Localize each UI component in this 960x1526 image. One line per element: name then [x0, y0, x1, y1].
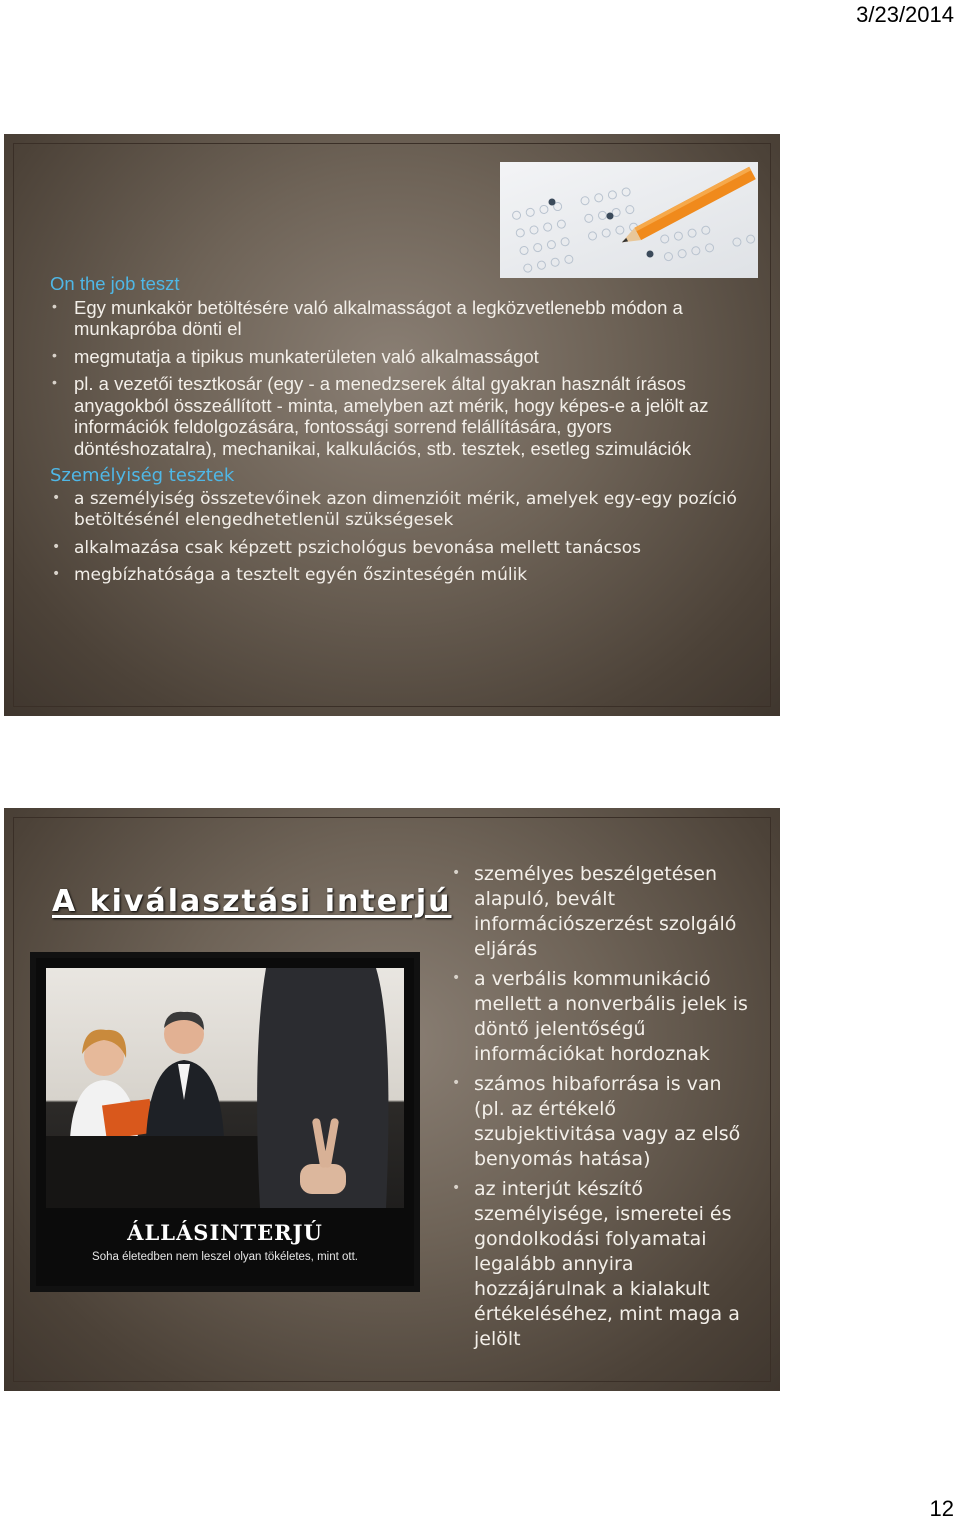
list-item: • pl. a vezetői tesztkosár (egy - a menedzserek által gyakran használt írásos anyagokból összeállított - minta, amelyben azt mérik, hogy képes-e a jelölt az információk feldolgozására, fontossági sorrend felállítására, gyors döntéshozatalra), mechanikai, kalkulációs, stb. tesztek, esetleg szimulációk	[50, 373, 750, 459]
list-item: • alkalmazása csak képzett pszichológus bevonása mellett tanácsos	[50, 538, 750, 560]
slide-title: A kiválasztási interjú	[52, 884, 452, 919]
job-interview-image	[30, 952, 420, 1292]
interview-scene	[46, 968, 404, 1208]
list-item: • személyes beszélgetésen alapuló, bevált információszerzést szolgáló eljárás	[450, 862, 750, 962]
list-item: • a verbális kommunikáció mellett a nonverbális jelek is döntő jelentőségű információkat hordoznak	[450, 967, 750, 1067]
answer-sheet-graphic	[500, 162, 758, 278]
list-item: • a személyiség összetevőinek azon dimenzióit mérik, amelyek egy-egy pozíció betöltésénél elengedhetetlenül szükségesek	[50, 489, 750, 532]
answer-sheet-pencil-image	[500, 162, 758, 278]
page-number: 12	[929, 1496, 954, 1521]
list-item: • az interjút készítő személyisége, ismeretei és gondolkodási folyamatai legalább annyira hozzájárulnak a kialakult értékeléséhez, mint maga a jelölt	[450, 1177, 750, 1352]
slide-on-the-job-test	[4, 134, 780, 716]
interview-bullets	[450, 862, 750, 1352]
list-item: • megbízhatósága a tesztelt egyén őszinteségén múlik	[50, 565, 750, 587]
personality-test-bullets	[50, 489, 750, 587]
list-item: • megmutatja a tipikus munkaterületen való alkalmasságot	[50, 346, 750, 368]
list-item: • Egy munkakör betöltésére való alkalmasságot a legközvetlenebb módon a munkapróba dönti el	[50, 297, 750, 340]
image-caption-title: ÁLLÁSINTERJÚ	[127, 1220, 323, 1245]
heading-on-the-job-test: On the job teszt	[50, 273, 180, 294]
slide-selection-interview	[4, 808, 780, 1391]
interview-illustration	[46, 968, 404, 1208]
date-header: 3/23/2014	[856, 2, 954, 27]
image-caption-subtitle: Soha életedben nem leszel olyan tökéletes, mint ott.	[92, 1251, 358, 1263]
list-item: • számos hibaforrása is van (pl. az értékelő szubjektivitása vagy az első benyomás hatása)	[450, 1072, 750, 1172]
slide1-body	[50, 269, 750, 593]
heading-personality-tests: Személyiség tesztek	[50, 465, 235, 486]
slide2-body	[450, 862, 750, 1357]
on-the-job-bullets	[50, 297, 750, 460]
